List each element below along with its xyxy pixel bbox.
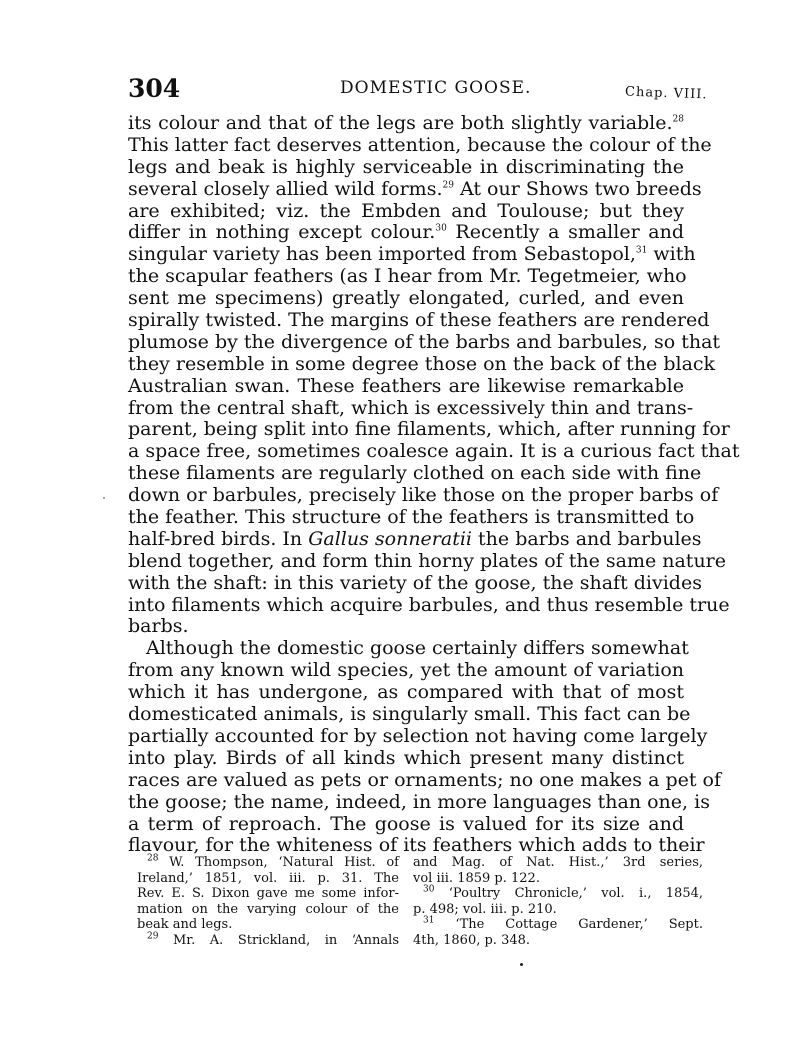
body-line: these filaments are regularly clothed on each side with fine [128, 462, 702, 485]
margin-speck [103, 497, 105, 499]
body-line: from the central shaft, which is excessively thin and trans- [128, 396, 694, 419]
body-line: into play. Birds of all kinds which present many distinct [128, 746, 684, 769]
footnote-line: p. 498; vol. iii. p. 210. [413, 901, 557, 917]
body-line: a term of reproach. The goose is valued for its size and [128, 812, 684, 835]
body-line: from any known wild species, yet the amount of variation [128, 659, 684, 682]
footnote-line: Rev. E. S. Dixon gave me some infor- [137, 886, 399, 902]
footnotes-right-column [413, 855, 703, 949]
body-text [128, 112, 740, 857]
body-line: barbs. [128, 615, 189, 638]
footnote-line: $^{29}$ Mr. A. Strickland, in ‘Annals [147, 931, 399, 948]
body-line: its colour and that of the legs are both slightly variable.$^{28}$ [128, 112, 684, 134]
body-line: This latter fact deserves attention, because the colour of the [128, 133, 712, 156]
body-line: with the shaft: in this variety of the goose, the shaft divides [128, 571, 702, 594]
body-line: several closely allied wild forms.$^{29}$ At our Shows two breeds [128, 177, 702, 200]
footnotes-left-column [137, 855, 399, 949]
chapter-label: Chap. VIII. [625, 84, 709, 103]
body-line: spirally twisted. The margins of these feathers are rendered [128, 309, 710, 332]
body-line: the scapular feathers (as I hear from Mr. Tegetmeier, who [128, 265, 687, 288]
body-line: into filaments which acquire barbules, and thus resemble true [128, 593, 730, 616]
paragraph-start-line: Although the domestic goose certainly differs somewhat [146, 637, 689, 660]
body-line: differ in nothing except colour.$^{30}$ Recently a smaller and [128, 221, 684, 244]
footnote-line: $^{30}$ ‘Poultry Chronicle,’ vol. i., 1854, [423, 884, 703, 902]
body-line: which it has undergone, as compared with that of most [128, 681, 684, 704]
ink-speck [520, 963, 523, 966]
footnote-line: and Mag. of Nat. Hist.,’ 3rd series, [413, 855, 703, 870]
body-line: they resemble in some degree those on the back of the black [128, 352, 716, 375]
body-line: blend together, and form thin horny plates of the same nature [128, 549, 727, 572]
body-line: singular variety has been imported from Sebastopol,$^{31}$ with [128, 243, 696, 266]
footnote-line: Ireland,’ 1851, vol. iii. p. 31. The [137, 870, 399, 886]
body-line: the feather. This structure of the feathers is transmitted to [128, 506, 695, 529]
body-line: partially accounted for by selection not having come largely [128, 724, 708, 747]
body-line: are exhibited; viz. the Embden and Toulouse; but they [128, 199, 684, 222]
footnote-line: $^{28}$ W. Thompson, ‘Natural Hist. of [147, 853, 399, 870]
body-line: parent, being split into fine filaments, which, after running for [128, 418, 730, 441]
body-line: legs and beak is highly serviceable in discriminating the [128, 155, 684, 178]
body-line: races are valued as pets or ornaments; no one makes a pet of [128, 768, 722, 791]
running-title: DOMESTIC GOOSE. [340, 78, 532, 98]
body-line: half-bred birds. In Gallus sonneratii the barbs and barbules [128, 527, 702, 550]
footnote-line: mation on the varying colour of the [137, 901, 399, 917]
body-line: the goose; the name, indeed, in more languages than one, is [128, 790, 710, 813]
footnote-line: $^{31}$ ‘The Cottage Gardener,’ Sept. [423, 916, 703, 933]
footnote-line: 4th, 1860, p. 348. [413, 932, 531, 948]
body-line: Australian swan. These feathers are likewise remarkable [128, 374, 684, 397]
body-line: a space free, sometimes coalesce again. It is a curious fact that [128, 440, 740, 463]
body-line: domesticated animals, is singularly small. This fact can be [128, 703, 691, 726]
body-line: plumose by the divergence of the barbs and barbules, so that [128, 330, 721, 353]
body-line: flavour, for the whiteness of its feathers which adds to their [128, 834, 705, 857]
footnote-line: beak and legs. [137, 917, 233, 933]
page-header [128, 74, 708, 108]
body-line: down or barbules, precisely like those on the proper barbs of [128, 484, 719, 507]
page-number: 304 [128, 74, 181, 103]
body-line: sent me specimens) greatly elongated, curled, and even [128, 287, 684, 310]
footnote-line: vol iii. 1859 p. 122. [413, 870, 540, 886]
